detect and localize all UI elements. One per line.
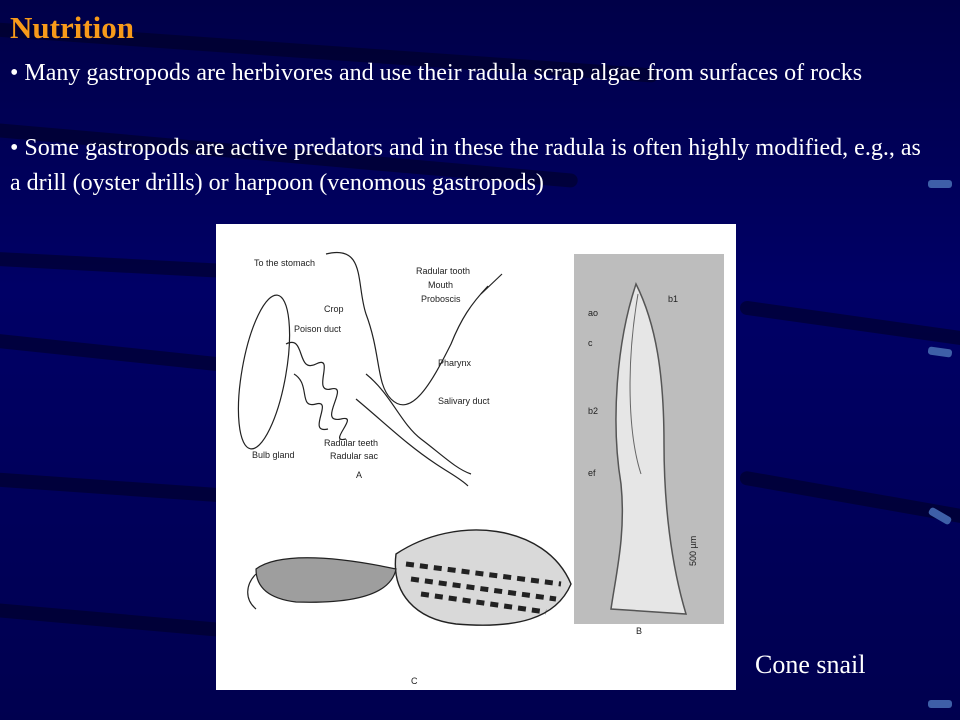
label-b2: b2 [588,406,599,416]
label-panel-c: C [411,676,418,686]
edge-mark [928,700,952,708]
label-radular-sac: Radular sac [330,451,379,461]
label-ef: ef [588,468,596,478]
background-streak [0,600,240,638]
label-radular-teeth: Radular teeth [324,438,379,448]
edge-mark [928,346,953,357]
figure-illustration [216,224,736,690]
slide-title: Nutrition [10,10,134,45]
label-pharynx: Pharynx [438,358,472,368]
bullet-herbivores: • Many gastropods are herbivores and use their radula scrap algae from surfaces of rocks [10,60,863,86]
label-c: c [588,338,593,348]
figure-caption: Cone snail [755,650,866,679]
background-streak [0,470,240,503]
edge-mark [928,180,952,188]
label-crop: Crop [324,304,344,314]
panel-c-shell [248,530,571,625]
bullet-predators: • Some gastropods are active predators and in these the radula is often highly modified, e.g., as a drill (oyster drills) or harpoon (venomous gastropods) [10,135,921,196]
label-salivary-duct: Salivary duct [438,396,490,406]
background-streak [739,470,960,525]
label-panel-b: B [636,626,643,636]
label-mouth: Mouth [428,280,454,290]
label-b1: b1 [668,294,679,304]
label-radular-tooth: Radular tooth [416,266,471,276]
label-proboscis: Proboscis [421,294,461,304]
label-panel-a: A [356,470,363,480]
background-streak [0,330,239,373]
label-scale: 500 µm [688,535,698,566]
cone-snail-figure [216,224,736,690]
label-to-stomach: To the stomach [254,258,316,268]
label-bulb-gland: Bulb gland [252,450,295,460]
label-poison-duct: Poison duct [294,324,342,334]
label-ao: ao [588,308,599,318]
background-streak [739,300,960,347]
